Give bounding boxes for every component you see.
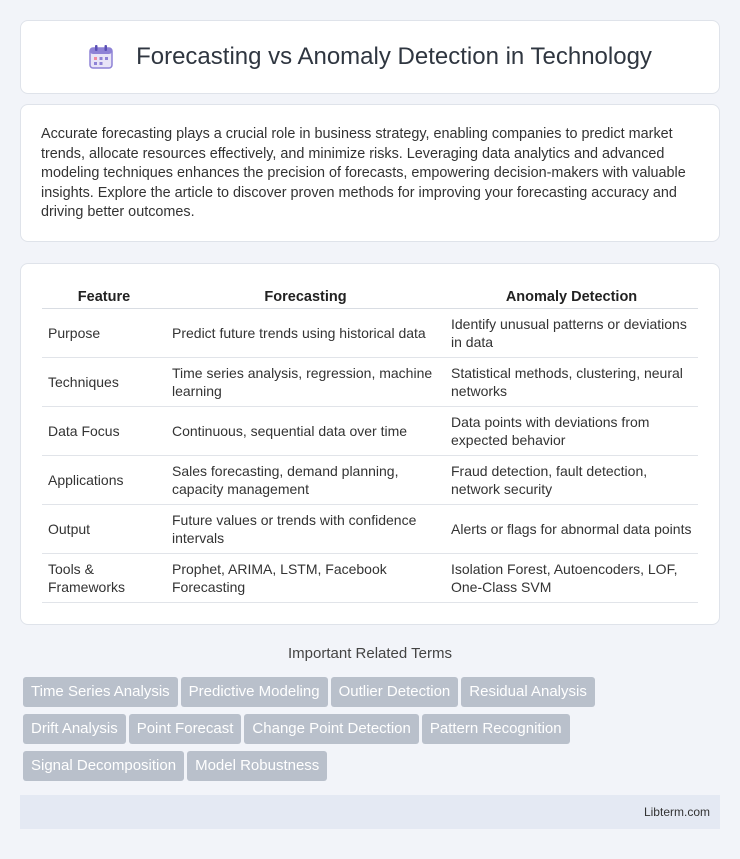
forecasting-cell: Future values or trends with confidence intervals <box>166 504 445 553</box>
anomaly-cell: Fraud detection, fault detection, network security <box>445 455 698 504</box>
anomaly-cell: Isolation Forest, Autoencoders, LOF, One-Class SVM <box>445 553 698 602</box>
feature-cell: Purpose <box>42 308 166 357</box>
comparison-card <box>20 263 720 625</box>
feature-cell: Data Focus <box>42 406 166 455</box>
table-row <box>42 308 698 357</box>
header-anomaly-detection: Anomaly Detection <box>445 286 698 308</box>
related-term-tag[interactable]: Change Point Detection <box>244 714 418 744</box>
related-term-tag[interactable]: Predictive Modeling <box>181 677 328 707</box>
header-feature: Feature <box>42 286 166 308</box>
related-term-tag[interactable]: Drift Analysis <box>23 714 126 744</box>
forecasting-cell: Continuous, sequential data over time <box>166 406 445 455</box>
forecasting-cell: Time series analysis, regression, machine learning <box>166 357 445 406</box>
related-term-tag[interactable]: Model Robustness <box>187 751 327 781</box>
forecasting-cell: Sales forecasting, demand planning, capacity management <box>166 455 445 504</box>
table-row <box>42 455 698 504</box>
related-term-tag[interactable]: Outlier Detection <box>331 677 459 707</box>
calendar-icon <box>88 44 114 70</box>
anomaly-cell: Alerts or flags for abnormal data points <box>445 504 698 553</box>
anomaly-cell: Data points with deviations from expected behavior <box>445 406 698 455</box>
intro-text: Accurate forecasting plays a crucial role in business strategy, enabling companies to predict market trends, allocate resources effectively, and minimize risks. Leveraging data analytics and advanced modeling techniques enhances the precision of forecasts, empowering decision-makers with valuable insights. Explore the article to discover proven methods for improving your forecasting accuracy and driving better outcomes. <box>41 126 686 221</box>
table-row <box>42 357 698 406</box>
table-row <box>42 406 698 455</box>
related-terms-list <box>23 677 723 788</box>
related-term-tag[interactable]: Point Forecast <box>129 714 242 744</box>
feature-cell: Output <box>42 504 166 553</box>
header-forecasting: Forecasting <box>166 286 445 308</box>
related-terms-title: Important Related Terms <box>288 645 452 662</box>
related-term-tag[interactable]: Signal Decomposition <box>23 751 184 781</box>
comparison-table <box>42 286 698 603</box>
footer-site-link[interactable]: Libterm.com <box>643 805 710 819</box>
footer <box>20 795 720 829</box>
intro-card <box>20 104 720 242</box>
anomaly-cell: Identify unusual patterns or deviations in data <box>445 308 698 357</box>
feature-cell: Applications <box>42 455 166 504</box>
header-card <box>20 20 720 94</box>
table-row <box>42 504 698 553</box>
related-term-tag[interactable]: Pattern Recognition <box>422 714 570 744</box>
page-title: Forecasting vs Anomaly Detection in Technology <box>136 43 652 70</box>
anomaly-cell: Statistical methods, clustering, neural networks <box>445 357 698 406</box>
related-term-tag[interactable]: Residual Analysis <box>461 677 595 707</box>
feature-cell: Tools & Frameworks <box>42 553 166 602</box>
forecasting-cell: Prophet, ARIMA, LSTM, Facebook Forecasting <box>166 553 445 602</box>
table-header-row <box>42 286 698 308</box>
table-row <box>42 553 698 602</box>
related-term-tag[interactable]: Time Series Analysis <box>23 677 178 707</box>
feature-cell: Techniques <box>42 357 166 406</box>
forecasting-cell: Predict future trends using historical data <box>166 308 445 357</box>
